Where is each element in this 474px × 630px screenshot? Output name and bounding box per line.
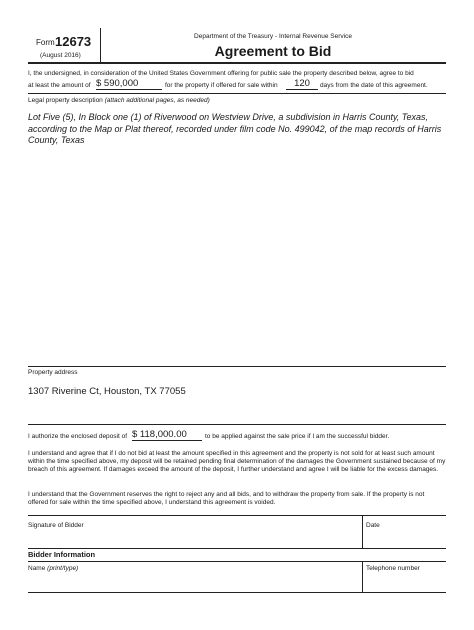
legal-label-text: Legal property description	[28, 97, 103, 104]
form-id-box	[28, 28, 101, 62]
bidder-heading-rule	[28, 561, 446, 562]
intro-suffix-text: days from the date of this agreement.	[320, 82, 428, 89]
signature-top-rule	[28, 515, 446, 516]
deposit-amount-field[interactable]: $ 118,000.00	[132, 430, 202, 441]
intro-mid-text: for the property if offered for sale within	[165, 82, 278, 89]
intro-rule	[28, 93, 446, 94]
intro-at-least-text: at least the amount of	[28, 82, 91, 89]
signature-label: Signature of Bidder	[28, 522, 84, 529]
legal-rule	[28, 366, 446, 367]
property-address-field[interactable]: 1307 Riverine Ct, Houston, TX 77055	[28, 386, 186, 397]
department-name: Department of the Treasury - Internal Revenue Service	[194, 33, 352, 40]
intro-line-1: I, the undersigned, in consideration of the United States Government offering for public sale the property described below, agree to bid	[28, 70, 414, 77]
reject-paragraph: I understand that the Government reserves the right to reject any and all bids, and to withdraw the property from sale. If the property is not offered for sale within the time specified above, I understand this agreement is voided.	[28, 491, 425, 506]
name-label-text: Name	[28, 565, 46, 572]
signature-field[interactable]	[28, 532, 362, 546]
telephone-field[interactable]	[366, 576, 446, 590]
page-title: Agreement to Bid	[214, 43, 332, 59]
signature-divider	[362, 515, 363, 548]
days-field[interactable]: 120	[286, 79, 318, 90]
form-number: 12673	[55, 34, 92, 49]
damages-paragraph: I understand and agree that if I do not bid at least the amount specified in this agreement and the property is not sold for at least such amount within the time specified above, my deposit will be retained pending final determination of the damages the Government sustained because of my breach of this agreement. If damages exceed the amount of the deposit, I further understand and agree I will be liable for the excess damages.	[28, 450, 446, 473]
form-word: Form	[36, 38, 55, 47]
legal-label-note: (attach additional pages, as needed)	[104, 97, 210, 104]
signature-bottom-rule	[28, 548, 446, 549]
name-label-note: (print/type)	[47, 565, 79, 572]
telephone-label: Telephone number	[366, 565, 420, 572]
address-rule	[28, 424, 446, 425]
property-address-label: Property address	[28, 369, 78, 376]
date-field[interactable]	[366, 532, 446, 546]
deposit-prefix-text: I authorize the enclosed deposit of	[28, 433, 128, 440]
bid-amount-field[interactable]: $ 590,000	[96, 79, 162, 90]
name-label	[28, 565, 78, 573]
deposit-suffix-text: to be applied against the sale price if I am the successful bidder.	[205, 433, 390, 440]
name-field[interactable]	[28, 576, 362, 590]
bottom-rule	[28, 592, 446, 593]
header-rule	[28, 62, 446, 64]
bidder-info-heading: Bidder Information	[28, 550, 96, 559]
name-divider	[362, 561, 363, 592]
date-label: Date	[366, 522, 380, 529]
form-date: (August 2016)	[40, 52, 81, 59]
legal-description-field[interactable]: Lot Five (5), In Block one (1) of Riverwood on Westview Drive, a subdivision in Harris County, Texas, according to the Map or Plat thereof, recorded under film code No. 499042, of the map records of Harris County, Texas	[28, 112, 442, 145]
legal-description-label	[28, 97, 210, 105]
